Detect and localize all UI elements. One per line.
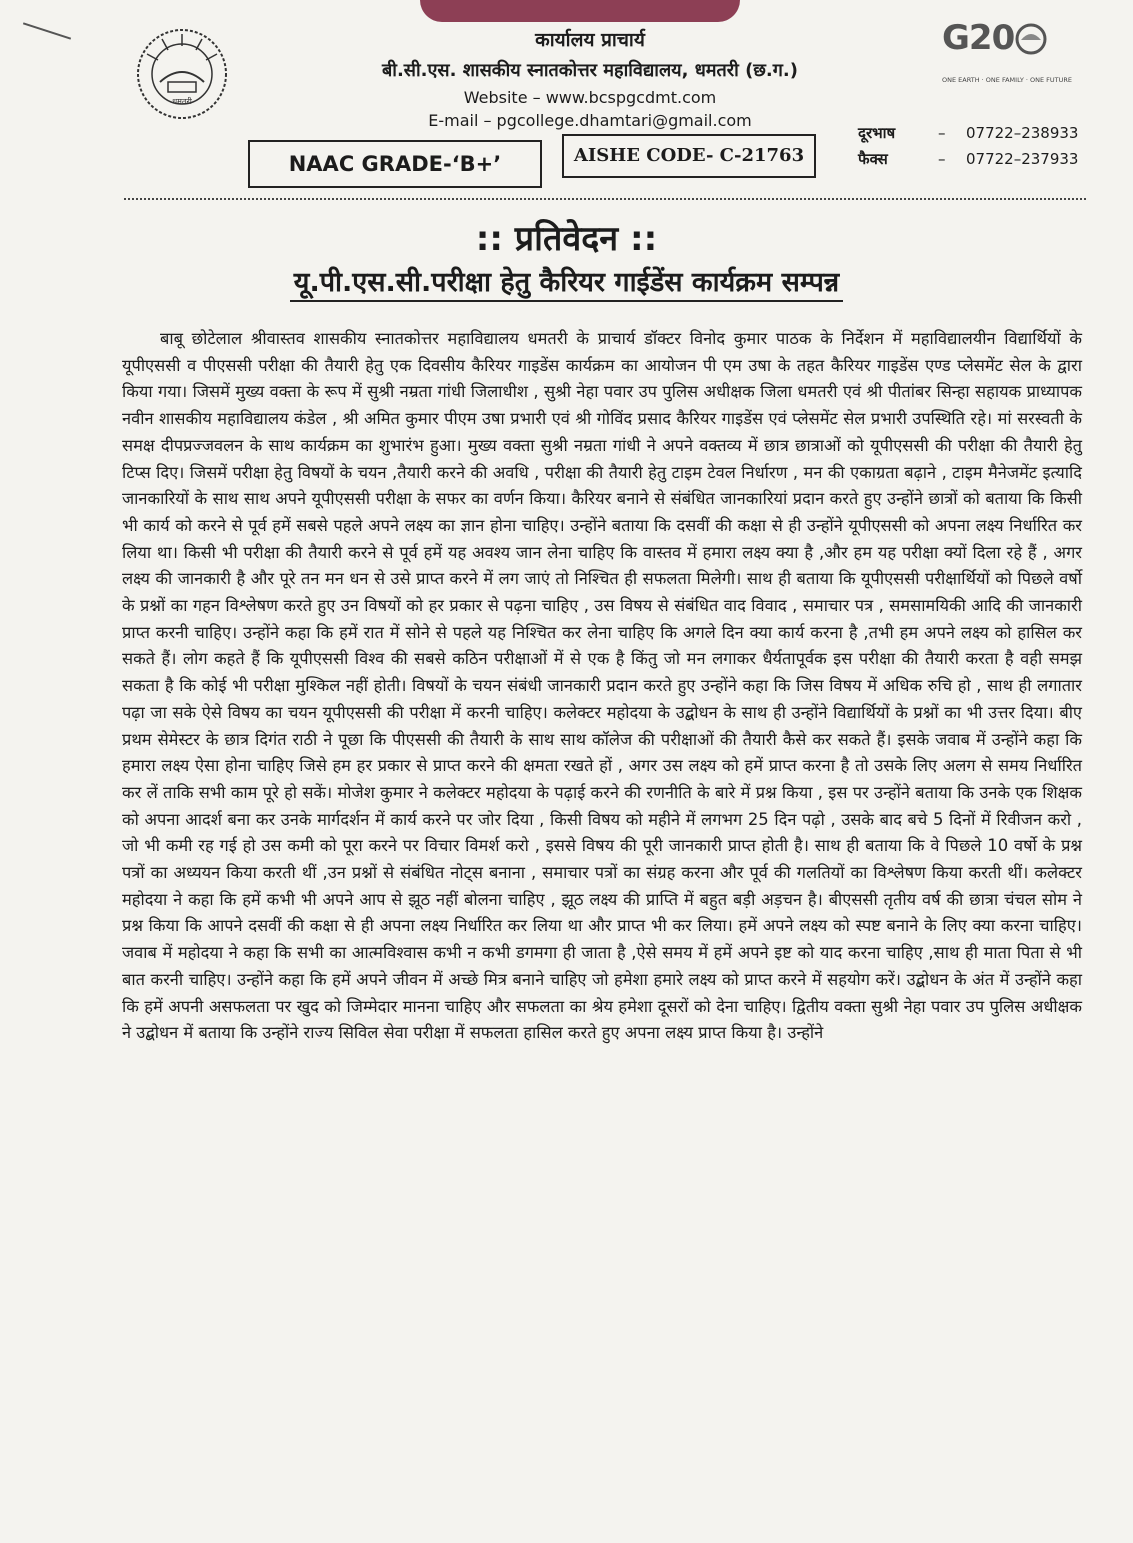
g20-wordmark: G20 bbox=[942, 18, 1015, 58]
pen-mark bbox=[23, 22, 71, 39]
phone-dash: – bbox=[938, 124, 946, 142]
g20-tagline: ONE EARTH · ONE FAMILY · ONE FUTURE bbox=[942, 76, 1072, 84]
office-title: कार्यालय प्राचार्य bbox=[535, 29, 645, 51]
fax-row bbox=[858, 146, 1078, 172]
logo-caption: धमतरी bbox=[172, 97, 192, 106]
aishe-code-box: AISHE CODE- C-21763 bbox=[562, 134, 816, 178]
top-edge-shadow bbox=[420, 0, 740, 22]
contact-block bbox=[858, 120, 1078, 172]
report-title: :: प्रतिवेदन :: bbox=[475, 219, 658, 259]
header-divider bbox=[124, 198, 1086, 200]
g20-logo bbox=[942, 18, 1072, 96]
website-line: Website – www.bcspgcdmt.com bbox=[463, 88, 717, 107]
report-body: बाबू छोटेलाल श्रीवास्तव शासकीय स्नातकोत्तर महाविद्यालय धमतरी के प्राचार्य डॉक्टर विनोद कुमार पाठक के निर्देशन में महाविद्यालयीन विद्यार्थियों के यूपीएससी व पीएससी परीक्षा की तैयारी हेतु एक दिवसीय कैरियर गाइडेंस कार्यक्रम का आयोजन पी एम उषा के तहत कैरियर गाइडेंस एण्ड प्लेसमेंट सेल के द्वारा किया गया। जिसमें मुख्य वक्ता के रूप में सुश्री नम्रता गांधी जिलाधीश , सुश्री नेहा पवार उप पुलिस अधीक्षक जिला धमतरी एवं श्री पीतांबर सिन्हा सहायक प्राध्यापक नवीन शासकीय महाविद्यालय कंडेल , श्री अमित कुमार पीएम उषा प्रभारी एवं श्री गोविंद प्रसाद कैरियर गाइडेंस एवं प्लेसमेंट सेल प्रभारी उपस्थिति रहे। मां सरस्वती के समक्ष दीपप्रज्जवलन के साथ कार्यक्रम का शुभारंभ हुआ। मुख्य वक्ता सुश्री नम्रता गांधी ने अपने वक्तव्य में छात्र छात्राओं को यूपीएससी की परीक्षा की तैयारी हेतु टिप्स दिए। जिसमें परीक्षा हेतु विषयों के चयन ,तैयारी करने की अवधि , परीक्षा की तैयारी हेतु टाइम टेवल निर्धारण , मन की एकाग्रता बढ़ाने , टाइम मैनेजमेंट इत्यादि जानकारियों के साथ साथ अपने यूपीएससी परीक्षा के सफर का वर्णन किया। कैरियर बनाने से संबंधित जानकारियां प्रदान करते हुए उन्होंने छात्रों को बताया कि किसी भी कार्य को करने से पूर्व हमें सबसे पहले अपने लक्ष्य का ज्ञान होना चाहिए। उन्होंने बताया कि दसवीं की कक्षा से ही उन्होंने यूपीएससी को अपना लक्ष्य निर्धारित कर लिया था। किसी भी परीक्षा की तैयारी करने से पूर्व हमें यह अवश्य जान लेना चाहिए कि वास्तव में हमारा लक्ष्य क्या है ,और हम यह परीक्षा क्यों दिला रहे हैं , अगर लक्ष्य की जानकारी है और पूरे तन मन धन से उसे प्राप्त करने में लग जाएं तो निश्चित ही सफलता मिलेगी। साथ ही बताया कि यूपीएससी परीक्षार्थियों को पिछले वर्षो के प्रश्नों का गहन विश्लेषण करते हुए उन विषयों को हर प्रकार से पढ़ना चाहिए , उस विषय से संबंधित वाद विवाद , समाचार पत्र , समसामयिकी आदि की जानकारी प्राप्त करनी चाहिए। उन्होंने कहा कि हमें रात में सोने से पहले यह निश्चित कर लेना चाहिए कि अगले दिन क्या कार्य करना है ,तभी हम अपने लक्ष्य को हासिल कर सकते हैं। लोग कहते हैं कि यूपीएससी विश्व की सबसे कठिन परीक्षाओं में से एक है किंतु जो मन लगाकर धैर्यतापूर्वक इस परीक्षा की तैयारी करता है वही समझ सकता है कि कोई भी परीक्षा मुश्किल नहीं होती। विषयों के चयन संबंधी जानकारी प्रदान करते हुए उन्होंने कहा कि जिस विषय में अधिक रुचि हो , साथ ही लगातार पढ़ा जा सके ऐसे विषय का चयन यूपीएससी की परीक्षा में करनी चाहिए। कलेक्टर महोदया के उद्बोधन के साथ ही उन्होंने विद्यार्थियों के प्रश्नों का भी उत्तर दिया। बीए प्रथम सेमेस्टर के छात्र दिगंत राठी ने पूछा कि पीएससी की तैयारी के साथ साथ कॉलेज की परीक्षाओं की तैयारी कैसे कर सकते हैं। इसके जवाब में उन्होंने कहा कि हमारा लक्ष्य ऐसा होना चाहिए जिसे हम हर प्रकार से प्राप्त करने की क्षमता रखते हों , अगर उस लक्ष्य को हमें प्राप्त करना है तो उसके लिए अलग से समय निर्धारित कर लें ताकि सभी काम पूरे हो सकें। मोजेश कुमार ने कलेक्टर महोदया के पढ़ाई करने की रणनीति के बारे में प्रश्न किया , इस पर उन्होंने बताया कि उनके एक शिक्षक को अपना आदर्श बना कर उनके मार्गदर्शन में कार्य करने पर जोर दिया , किसी विषय को महीने में लगभग 25 दिन पढ़ो , उसके बाद बचे 5 दिनों में रिवीजन करो , जो भी कमी रह गई हो उस कमी को पूरा करने पर विचार विमर्श करो , इससे विषय की पूरी जानकारी प्राप्त होती है। साथ ही बताया कि वे पिछले 10 वर्षो के प्रश्न पत्रों का अध्ययन किया करती थीं ,उन प्रश्नों से संबंधित नोट्स बनाना , समाचार पत्रों का संग्रह करना और पूर्व की गलतियों का विश्लेषण किया करती थीं। कलेक्टर महोदया ने कहा कि हमें कभी भी अपने आप से झूठ नहीं बोलना चाहिए , झूठ लक्ष्य की प्राप्ति में बहुत बड़ी अड़चन है। बीएससी तृतीय वर्ष की छात्रा चंचल सोम ने प्रश्न किया कि आपने दसवीं की कक्षा से ही अपना लक्ष्य निर्धारित कर लिया था और प्राप्त भी कर लिया। हमें अपने लक्ष्य को स्पष्ट बनाने के लिए क्या करना चाहिए। जवाब में महोदया ने कहा कि सभी का आत्मविश्वास कभी न कभी डगमगा ही जाता है ,ऐसे समय में हमें अपने इष्ट को याद करना चाहिए ,साथ ही माता पिता से भी बात करनी चाहिए। उन्होंने कहा कि हमें अपने जीवन में अच्छे मित्र बनाने चाहिए जो हमेशा हमारे लक्ष्य को प्राप्त करने में सहयोग करें। उद्बोधन के अंत में उन्होंने कहा कि हमें अपनी असफलता पर खुद को जिम्मेदार मानना चाहिए और सफलता का श्रेय हमेशा दूसरों को देना चाहिए। द्वितीय वक्ता सुश्री नेहा पवार उप पुलिस अधीक्षक ने उद्बोधन में बताया कि उन्होंने राज्य सिविल सेवा परीक्षा में सफलता हासिल करते हुए अपना लक्ष्य प्राप्त किया है। उन्होंने bbox=[122, 329, 1082, 1043]
phone-label: दूरभाष bbox=[858, 124, 896, 142]
report-subtitle: यू.पी.एस.सी.परीक्षा हेतु कैरियर गाईडेंस कार्यक्रम सम्पन्न bbox=[290, 267, 843, 302]
report-subtitle-wrap bbox=[0, 262, 1133, 299]
phone-row bbox=[858, 120, 1078, 146]
fax-label: फैक्स bbox=[858, 150, 888, 168]
letterhead bbox=[250, 26, 930, 130]
fax-number: 07722–237933 bbox=[966, 150, 1079, 168]
email-line: E-mail – pgcollege.dhamtari@gmail.com bbox=[428, 111, 752, 130]
phone-number: 07722–238933 bbox=[966, 124, 1079, 142]
college-name: बी.सी.एस. शासकीय स्नातकोत्तर महाविद्यालय, धमतरी (छ.ग.) bbox=[382, 60, 798, 81]
fax-dash: – bbox=[938, 150, 946, 168]
college-logo bbox=[132, 24, 232, 124]
naac-grade-box: NAAC GRADE-‘B+’ bbox=[248, 140, 542, 188]
